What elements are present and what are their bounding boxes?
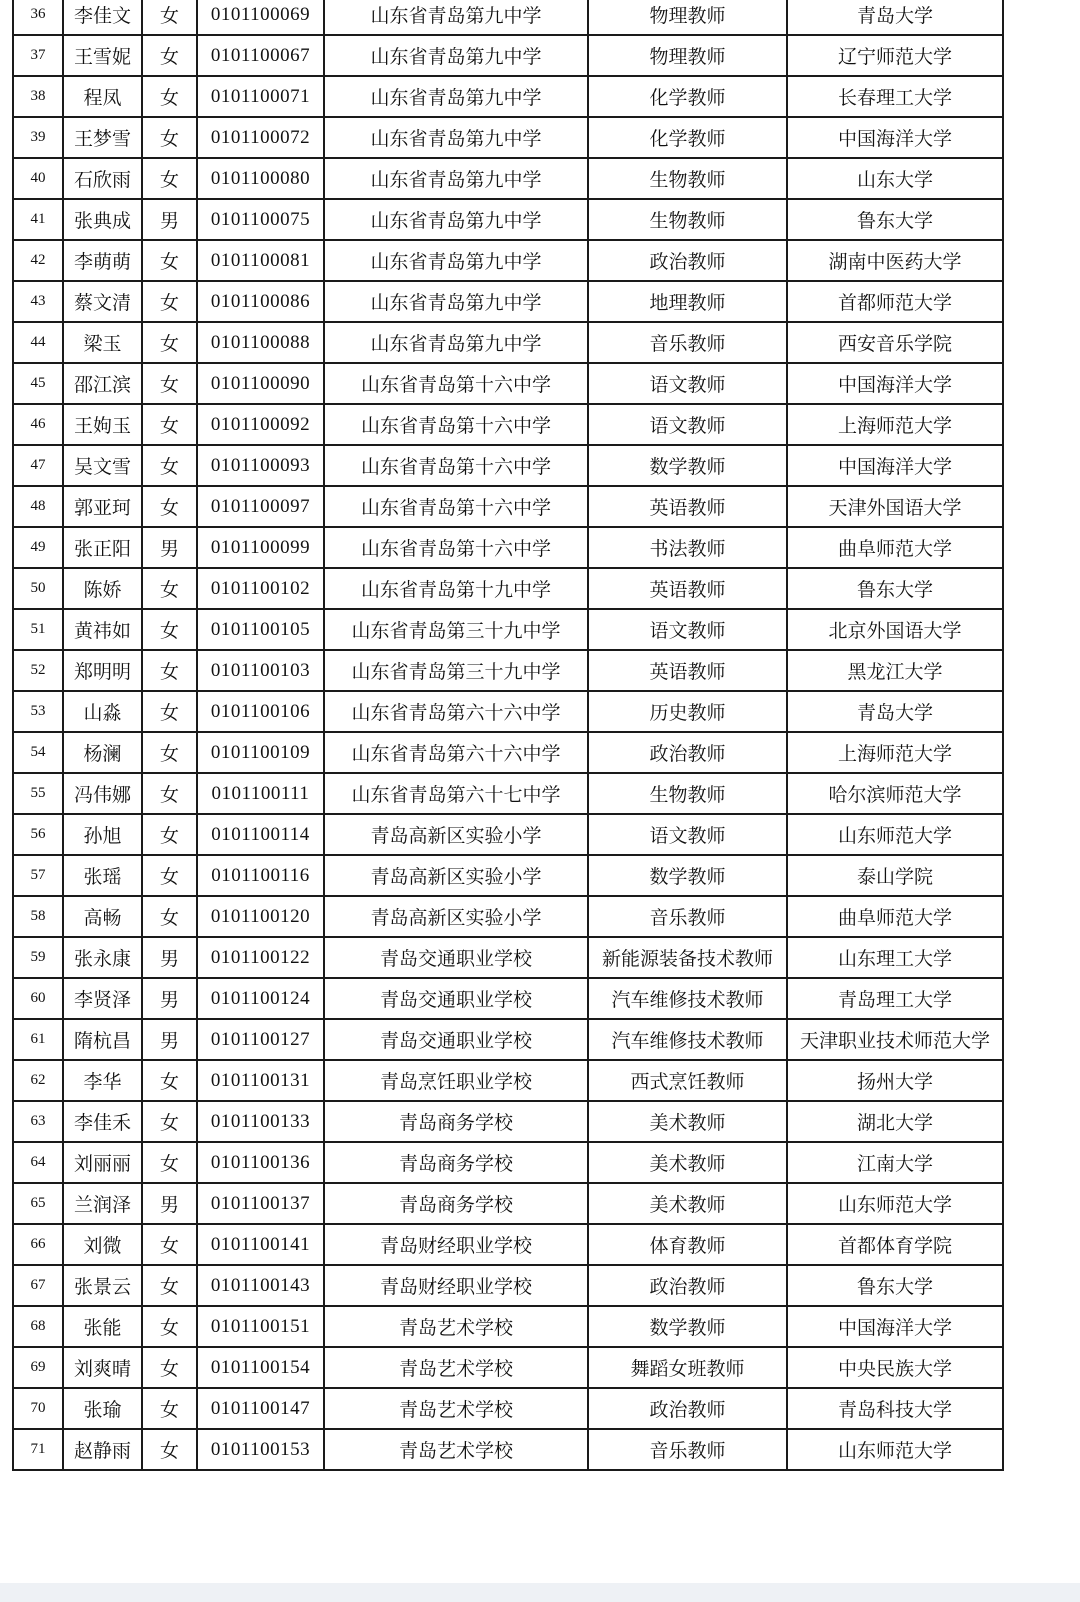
post-cell: 生物教师 [588, 158, 787, 199]
name-cell: 陈娇 [63, 568, 142, 609]
table-row [13, 691, 1003, 732]
exam-id-cell: 0101100109 [197, 732, 324, 773]
exam-id-cell: 0101100097 [197, 486, 324, 527]
post-cell: 历史教师 [588, 691, 787, 732]
row-number: 40 [13, 158, 63, 199]
page-margin [1040, 0, 1080, 1583]
table-row [13, 240, 1003, 281]
school-cell: 山东省青岛第十六中学 [324, 445, 588, 486]
post-cell: 美术教师 [588, 1183, 787, 1224]
post-cell: 音乐教师 [588, 322, 787, 363]
exam-id-cell: 0101100124 [197, 978, 324, 1019]
university-cell: 山东师范大学 [787, 814, 1003, 855]
post-cell: 数学教师 [588, 1306, 787, 1347]
sex-cell: 女 [142, 1142, 197, 1183]
exam-id-cell: 0101100105 [197, 609, 324, 650]
university-cell: 哈尔滨师范大学 [787, 773, 1003, 814]
row-number: 61 [13, 1019, 63, 1060]
exam-id-cell: 0101100151 [197, 1306, 324, 1347]
name-cell: 刘爽晴 [63, 1347, 142, 1388]
exam-id-cell: 0101100106 [197, 691, 324, 732]
name-cell: 梁玉 [63, 322, 142, 363]
sex-cell: 男 [142, 1183, 197, 1224]
table-row [13, 1388, 1003, 1429]
exam-id-cell: 0101100122 [197, 937, 324, 978]
university-cell: 湖南中医药大学 [787, 240, 1003, 281]
row-number: 37 [13, 35, 63, 76]
table-row [13, 1224, 1003, 1265]
table-row [13, 855, 1003, 896]
row-number: 58 [13, 896, 63, 937]
school-cell: 山东省青岛第十六中学 [324, 486, 588, 527]
table-row [13, 158, 1003, 199]
row-number: 38 [13, 76, 63, 117]
exam-id-cell: 0101100114 [197, 814, 324, 855]
exam-id-cell: 0101100147 [197, 1388, 324, 1429]
university-cell: 中国海洋大学 [787, 117, 1003, 158]
row-number: 70 [13, 1388, 63, 1429]
table-row [13, 1429, 1003, 1470]
school-cell: 青岛商务学校 [324, 1142, 588, 1183]
university-cell: 青岛理工大学 [787, 978, 1003, 1019]
exam-id-cell: 0101100111 [197, 773, 324, 814]
post-cell: 英语教师 [588, 568, 787, 609]
university-cell: 天津外国语大学 [787, 486, 1003, 527]
post-cell: 英语教师 [588, 486, 787, 527]
school-cell: 青岛交通职业学校 [324, 978, 588, 1019]
university-cell: 山东理工大学 [787, 937, 1003, 978]
university-cell: 上海师范大学 [787, 404, 1003, 445]
name-cell: 王姁玉 [63, 404, 142, 445]
school-cell: 山东省青岛第三十九中学 [324, 650, 588, 691]
sex-cell: 男 [142, 199, 197, 240]
row-number: 47 [13, 445, 63, 486]
table-row [13, 281, 1003, 322]
university-cell: 中央民族大学 [787, 1347, 1003, 1388]
table-row [13, 1101, 1003, 1142]
post-cell: 体育教师 [588, 1224, 787, 1265]
exam-id-cell: 0101100075 [197, 199, 324, 240]
university-cell: 青岛大学 [787, 0, 1003, 35]
row-number: 66 [13, 1224, 63, 1265]
row-number: 52 [13, 650, 63, 691]
sex-cell: 女 [142, 117, 197, 158]
exam-id-cell: 0101100071 [197, 76, 324, 117]
table-row [13, 445, 1003, 486]
row-number: 44 [13, 322, 63, 363]
name-cell: 张永康 [63, 937, 142, 978]
university-cell: 山东大学 [787, 158, 1003, 199]
table-row [13, 76, 1003, 117]
table-row [13, 650, 1003, 691]
name-cell: 石欣雨 [63, 158, 142, 199]
school-cell: 山东省青岛第十六中学 [324, 527, 588, 568]
post-cell: 西式烹饪教师 [588, 1060, 787, 1101]
post-cell: 新能源装备技术教师 [588, 937, 787, 978]
sex-cell: 男 [142, 978, 197, 1019]
school-cell: 山东省青岛第六十六中学 [324, 691, 588, 732]
row-number: 63 [13, 1101, 63, 1142]
post-cell: 书法教师 [588, 527, 787, 568]
post-cell: 美术教师 [588, 1142, 787, 1183]
row-number: 42 [13, 240, 63, 281]
post-cell: 语文教师 [588, 363, 787, 404]
exam-id-cell: 0101100133 [197, 1101, 324, 1142]
exam-id-cell: 0101100092 [197, 404, 324, 445]
sex-cell: 女 [142, 691, 197, 732]
exam-id-cell: 0101100080 [197, 158, 324, 199]
sex-cell: 女 [142, 650, 197, 691]
university-cell: 鲁东大学 [787, 1265, 1003, 1306]
table-row [13, 322, 1003, 363]
university-cell: 中国海洋大学 [787, 1306, 1003, 1347]
university-cell: 曲阜师范大学 [787, 896, 1003, 937]
post-cell: 生物教师 [588, 773, 787, 814]
sex-cell: 女 [142, 363, 197, 404]
exam-id-cell: 0101100093 [197, 445, 324, 486]
sex-cell: 女 [142, 322, 197, 363]
school-cell: 山东省青岛第六十六中学 [324, 732, 588, 773]
table-row [13, 117, 1003, 158]
name-cell: 刘微 [63, 1224, 142, 1265]
school-cell: 青岛交通职业学校 [324, 1019, 588, 1060]
exam-id-cell: 0101100088 [197, 322, 324, 363]
name-cell: 孙旭 [63, 814, 142, 855]
row-number: 51 [13, 609, 63, 650]
sex-cell: 女 [142, 814, 197, 855]
row-number: 56 [13, 814, 63, 855]
row-number: 64 [13, 1142, 63, 1183]
screen-bottom-bar [0, 1583, 1080, 1602]
table-row [13, 814, 1003, 855]
table-row [13, 896, 1003, 937]
sex-cell: 女 [142, 76, 197, 117]
university-cell: 鲁东大学 [787, 199, 1003, 240]
row-number: 69 [13, 1347, 63, 1388]
school-cell: 山东省青岛第十六中学 [324, 404, 588, 445]
table-row [13, 1347, 1003, 1388]
name-cell: 郭亚珂 [63, 486, 142, 527]
exam-id-cell: 0101100072 [197, 117, 324, 158]
exam-id-cell: 0101100090 [197, 363, 324, 404]
table-row [13, 568, 1003, 609]
table-row [13, 486, 1003, 527]
school-cell: 山东省青岛第九中学 [324, 158, 588, 199]
post-cell: 数学教师 [588, 445, 787, 486]
school-cell: 青岛交通职业学校 [324, 937, 588, 978]
post-cell: 音乐教师 [588, 896, 787, 937]
sex-cell: 女 [142, 609, 197, 650]
exam-id-cell: 0101100069 [197, 0, 324, 35]
name-cell: 冯伟娜 [63, 773, 142, 814]
post-cell: 化学教师 [588, 76, 787, 117]
sex-cell: 女 [142, 1306, 197, 1347]
name-cell: 赵静雨 [63, 1429, 142, 1470]
name-cell: 张瑶 [63, 855, 142, 896]
row-number: 41 [13, 199, 63, 240]
table-row [13, 1019, 1003, 1060]
sex-cell: 女 [142, 158, 197, 199]
exam-id-cell: 0101100154 [197, 1347, 324, 1388]
exam-id-cell: 0101100131 [197, 1060, 324, 1101]
roster-table-body [13, 0, 1003, 1470]
table-row [13, 937, 1003, 978]
university-cell: 山东师范大学 [787, 1183, 1003, 1224]
university-cell: 西安音乐学院 [787, 322, 1003, 363]
table-row [13, 363, 1003, 404]
name-cell: 王雪妮 [63, 35, 142, 76]
sex-cell: 女 [142, 568, 197, 609]
name-cell: 兰润泽 [63, 1183, 142, 1224]
post-cell: 物理教师 [588, 0, 787, 35]
university-cell: 首都师范大学 [787, 281, 1003, 322]
exam-id-cell: 0101100099 [197, 527, 324, 568]
row-number: 48 [13, 486, 63, 527]
university-cell: 中国海洋大学 [787, 445, 1003, 486]
row-number: 65 [13, 1183, 63, 1224]
exam-id-cell: 0101100081 [197, 240, 324, 281]
exam-id-cell: 0101100136 [197, 1142, 324, 1183]
sex-cell: 男 [142, 937, 197, 978]
exam-id-cell: 0101100153 [197, 1429, 324, 1470]
post-cell: 汽车维修技术教师 [588, 1019, 787, 1060]
sex-cell: 女 [142, 404, 197, 445]
sex-cell: 女 [142, 445, 197, 486]
university-cell: 青岛大学 [787, 691, 1003, 732]
name-cell: 张瑜 [63, 1388, 142, 1429]
exam-id-cell: 0101100102 [197, 568, 324, 609]
post-cell: 美术教师 [588, 1101, 787, 1142]
university-cell: 鲁东大学 [787, 568, 1003, 609]
sex-cell: 女 [142, 773, 197, 814]
row-number: 45 [13, 363, 63, 404]
school-cell: 山东省青岛第十六中学 [324, 363, 588, 404]
post-cell: 语文教师 [588, 609, 787, 650]
row-number: 59 [13, 937, 63, 978]
school-cell: 山东省青岛第九中学 [324, 199, 588, 240]
row-number: 46 [13, 404, 63, 445]
name-cell: 李华 [63, 1060, 142, 1101]
row-number: 53 [13, 691, 63, 732]
university-cell: 北京外国语大学 [787, 609, 1003, 650]
name-cell: 张正阳 [63, 527, 142, 568]
name-cell: 郑明明 [63, 650, 142, 691]
sex-cell: 女 [142, 1265, 197, 1306]
row-number: 71 [13, 1429, 63, 1470]
school-cell: 青岛财经职业学校 [324, 1224, 588, 1265]
name-cell: 张能 [63, 1306, 142, 1347]
university-cell: 辽宁师范大学 [787, 35, 1003, 76]
table-row [13, 1306, 1003, 1347]
name-cell: 李萌萌 [63, 240, 142, 281]
table-row [13, 1060, 1003, 1101]
table-row [13, 0, 1003, 35]
exam-id-cell: 0101100141 [197, 1224, 324, 1265]
sex-cell: 女 [142, 0, 197, 35]
school-cell: 青岛艺术学校 [324, 1388, 588, 1429]
name-cell: 王梦雪 [63, 117, 142, 158]
table-row [13, 1183, 1003, 1224]
sex-cell: 男 [142, 527, 197, 568]
name-cell: 黄祎如 [63, 609, 142, 650]
name-cell: 山淼 [63, 691, 142, 732]
table-row [13, 1265, 1003, 1306]
row-number: 57 [13, 855, 63, 896]
university-cell: 泰山学院 [787, 855, 1003, 896]
name-cell: 李佳禾 [63, 1101, 142, 1142]
name-cell: 张典成 [63, 199, 142, 240]
post-cell: 政治教师 [588, 1388, 787, 1429]
table-row [13, 199, 1003, 240]
post-cell: 化学教师 [588, 117, 787, 158]
table-row [13, 527, 1003, 568]
post-cell: 汽车维修技术教师 [588, 978, 787, 1019]
row-number: 39 [13, 117, 63, 158]
school-cell: 山东省青岛第九中学 [324, 35, 588, 76]
school-cell: 山东省青岛第九中学 [324, 0, 588, 35]
name-cell: 蔡文清 [63, 281, 142, 322]
school-cell: 青岛高新区实验小学 [324, 814, 588, 855]
name-cell: 吴文雪 [63, 445, 142, 486]
university-cell: 山东师范大学 [787, 1429, 1003, 1470]
school-cell: 青岛高新区实验小学 [324, 855, 588, 896]
name-cell: 杨澜 [63, 732, 142, 773]
name-cell: 隋杭昌 [63, 1019, 142, 1060]
row-number: 67 [13, 1265, 63, 1306]
university-cell: 江南大学 [787, 1142, 1003, 1183]
name-cell: 邵江滨 [63, 363, 142, 404]
school-cell: 山东省青岛第九中学 [324, 281, 588, 322]
post-cell: 政治教师 [588, 732, 787, 773]
post-cell: 语文教师 [588, 404, 787, 445]
school-cell: 山东省青岛第十九中学 [324, 568, 588, 609]
sex-cell: 女 [142, 732, 197, 773]
post-cell: 音乐教师 [588, 1429, 787, 1470]
table-row [13, 773, 1003, 814]
name-cell: 张景云 [63, 1265, 142, 1306]
post-cell: 政治教师 [588, 1265, 787, 1306]
table-row [13, 404, 1003, 445]
row-number: 55 [13, 773, 63, 814]
sex-cell: 女 [142, 1060, 197, 1101]
university-cell: 青岛科技大学 [787, 1388, 1003, 1429]
sex-cell: 女 [142, 855, 197, 896]
exam-id-cell: 0101100137 [197, 1183, 324, 1224]
roster-table [12, 0, 1004, 1471]
table-row [13, 978, 1003, 1019]
school-cell: 青岛高新区实验小学 [324, 896, 588, 937]
university-cell: 湖北大学 [787, 1101, 1003, 1142]
row-number: 49 [13, 527, 63, 568]
exam-id-cell: 0101100103 [197, 650, 324, 691]
name-cell: 刘丽丽 [63, 1142, 142, 1183]
sex-cell: 女 [142, 35, 197, 76]
table-row [13, 732, 1003, 773]
exam-id-cell: 0101100127 [197, 1019, 324, 1060]
university-cell: 黑龙江大学 [787, 650, 1003, 691]
name-cell: 程凤 [63, 76, 142, 117]
school-cell: 青岛烹饪职业学校 [324, 1060, 588, 1101]
university-cell: 扬州大学 [787, 1060, 1003, 1101]
sex-cell: 女 [142, 1224, 197, 1265]
school-cell: 青岛艺术学校 [324, 1306, 588, 1347]
school-cell: 青岛商务学校 [324, 1101, 588, 1142]
school-cell: 青岛艺术学校 [324, 1347, 588, 1388]
university-cell: 天津职业技术师范大学 [787, 1019, 1003, 1060]
name-cell: 李贤泽 [63, 978, 142, 1019]
university-cell: 曲阜师范大学 [787, 527, 1003, 568]
exam-id-cell: 0101100086 [197, 281, 324, 322]
university-cell: 首都体育学院 [787, 1224, 1003, 1265]
table-row [13, 609, 1003, 650]
post-cell: 舞蹈女班教师 [588, 1347, 787, 1388]
exam-id-cell: 0101100067 [197, 35, 324, 76]
sex-cell: 女 [142, 486, 197, 527]
sex-cell: 女 [142, 1347, 197, 1388]
sex-cell: 女 [142, 240, 197, 281]
name-cell: 高畅 [63, 896, 142, 937]
school-cell: 山东省青岛第九中学 [324, 117, 588, 158]
post-cell: 生物教师 [588, 199, 787, 240]
school-cell: 青岛商务学校 [324, 1183, 588, 1224]
sex-cell: 女 [142, 896, 197, 937]
post-cell: 英语教师 [588, 650, 787, 691]
school-cell: 青岛艺术学校 [324, 1429, 588, 1470]
exam-id-cell: 0101100116 [197, 855, 324, 896]
exam-id-cell: 0101100143 [197, 1265, 324, 1306]
school-cell: 山东省青岛第九中学 [324, 76, 588, 117]
sex-cell: 女 [142, 1101, 197, 1142]
row-number: 43 [13, 281, 63, 322]
table-row [13, 35, 1003, 76]
post-cell: 物理教师 [588, 35, 787, 76]
row-number: 36 [13, 0, 63, 35]
post-cell: 政治教师 [588, 240, 787, 281]
post-cell: 语文教师 [588, 814, 787, 855]
row-number: 62 [13, 1060, 63, 1101]
school-cell: 山东省青岛第三十九中学 [324, 609, 588, 650]
sex-cell: 女 [142, 1429, 197, 1470]
sex-cell: 女 [142, 1388, 197, 1429]
post-cell: 数学教师 [588, 855, 787, 896]
row-number: 54 [13, 732, 63, 773]
school-cell: 山东省青岛第九中学 [324, 322, 588, 363]
university-cell: 上海师范大学 [787, 732, 1003, 773]
row-number: 60 [13, 978, 63, 1019]
document-page [12, 0, 1004, 1471]
school-cell: 青岛财经职业学校 [324, 1265, 588, 1306]
row-number: 50 [13, 568, 63, 609]
university-cell: 长春理工大学 [787, 76, 1003, 117]
row-number: 68 [13, 1306, 63, 1347]
sex-cell: 女 [142, 281, 197, 322]
university-cell: 中国海洋大学 [787, 363, 1003, 404]
name-cell: 李佳文 [63, 0, 142, 35]
school-cell: 山东省青岛第六十七中学 [324, 773, 588, 814]
table-row [13, 1142, 1003, 1183]
post-cell: 地理教师 [588, 281, 787, 322]
school-cell: 山东省青岛第九中学 [324, 240, 588, 281]
exam-id-cell: 0101100120 [197, 896, 324, 937]
sex-cell: 男 [142, 1019, 197, 1060]
